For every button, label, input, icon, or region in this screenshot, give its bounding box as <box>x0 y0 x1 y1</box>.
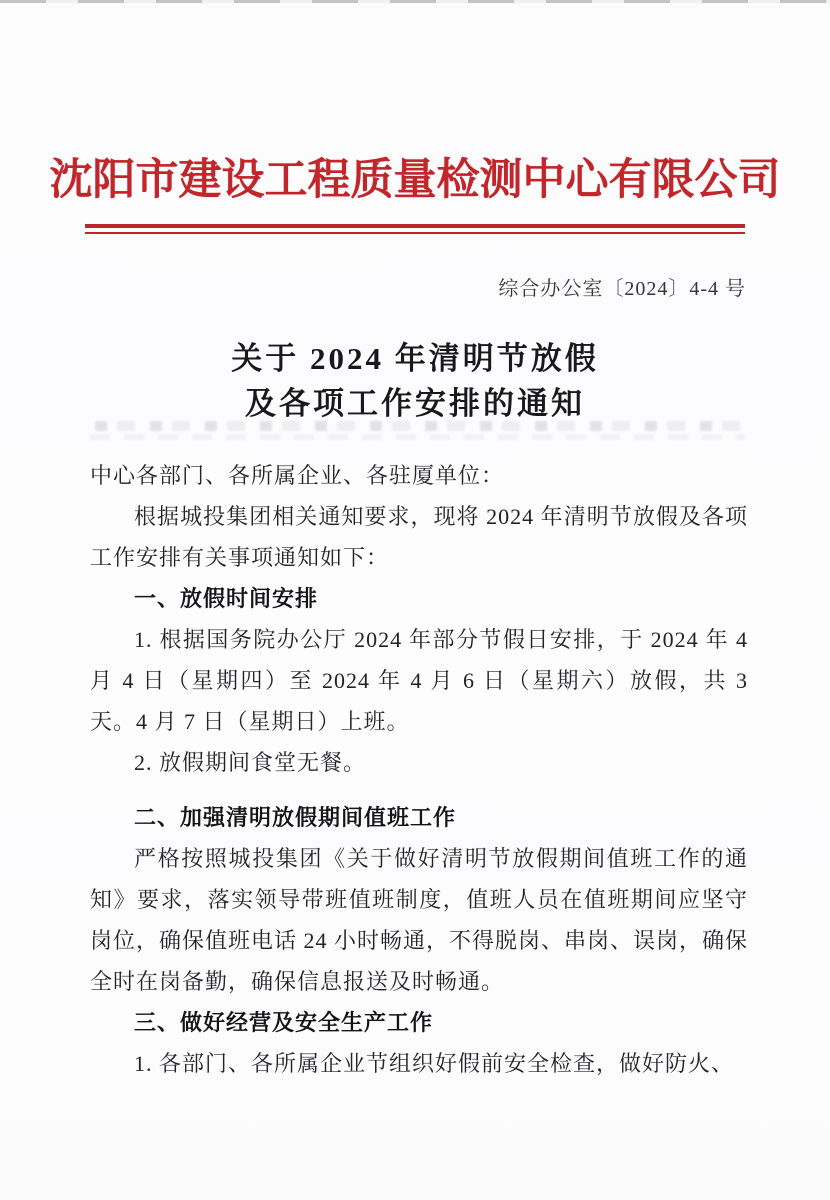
salutation-line: 中心各部门、各所属企业、各驻厦单位： <box>90 463 505 488</box>
section-2-paragraph-1: 严格按照城投集团《关于做好清明节放假期间值班工作的通知》要求，落实领导带班值班制度，值班人员在值班期间应坚守岗位，确保值班电话 24 小时畅通，不得脱岗、串岗、误岗，确保全时在岗备勤，确保信息报送及时畅通。 <box>90 846 749 994</box>
document-number: 综合办公室〔2024〕4-4 号 <box>498 278 746 300</box>
section-1-heading: 一、放假时间安排 <box>134 586 319 611</box>
letterhead-double-rule <box>85 224 745 234</box>
section-3-paragraph-1: 1. 各部门、各所属企业节组织好假前安全检查，做好防火、 <box>134 1051 735 1076</box>
scan-artifact-smudge-band <box>95 421 745 431</box>
notice-body <box>90 455 748 1084</box>
intro-paragraph: 根据城投集团相关通知要求，现将 2024 年清明节放假及各项工作安排有关事项通知如下： <box>90 504 748 570</box>
company-letterhead: 沈阳市建设工程质量检测中心有限公司 <box>49 157 781 204</box>
scan-artifact-top-line <box>0 0 830 3</box>
notice-title-line-2: 及各项工作安排的通知 <box>245 386 585 421</box>
section-2-heading: 二、加强清明放假期间值班工作 <box>134 805 457 830</box>
notice-title-line-1: 关于 2024 年清明节放假 <box>231 341 599 376</box>
scan-artifact-smudge-band-2 <box>90 434 745 440</box>
notice-title <box>0 336 830 426</box>
section-3-heading: 三、做好经营及安全生产工作 <box>134 1010 434 1035</box>
section-1-paragraph-2: 2. 放假期间食堂无餐。 <box>134 750 367 775</box>
section-1-paragraph-1: 1. 根据国务院办公厅 2024 年部分节假日安排，于 2024 年 4 月 4 日（星期四）至 2024 年 4 月 6 日（星期六）放假，共 3 天。4 月 7 日（星期日）上班。 <box>90 627 748 734</box>
